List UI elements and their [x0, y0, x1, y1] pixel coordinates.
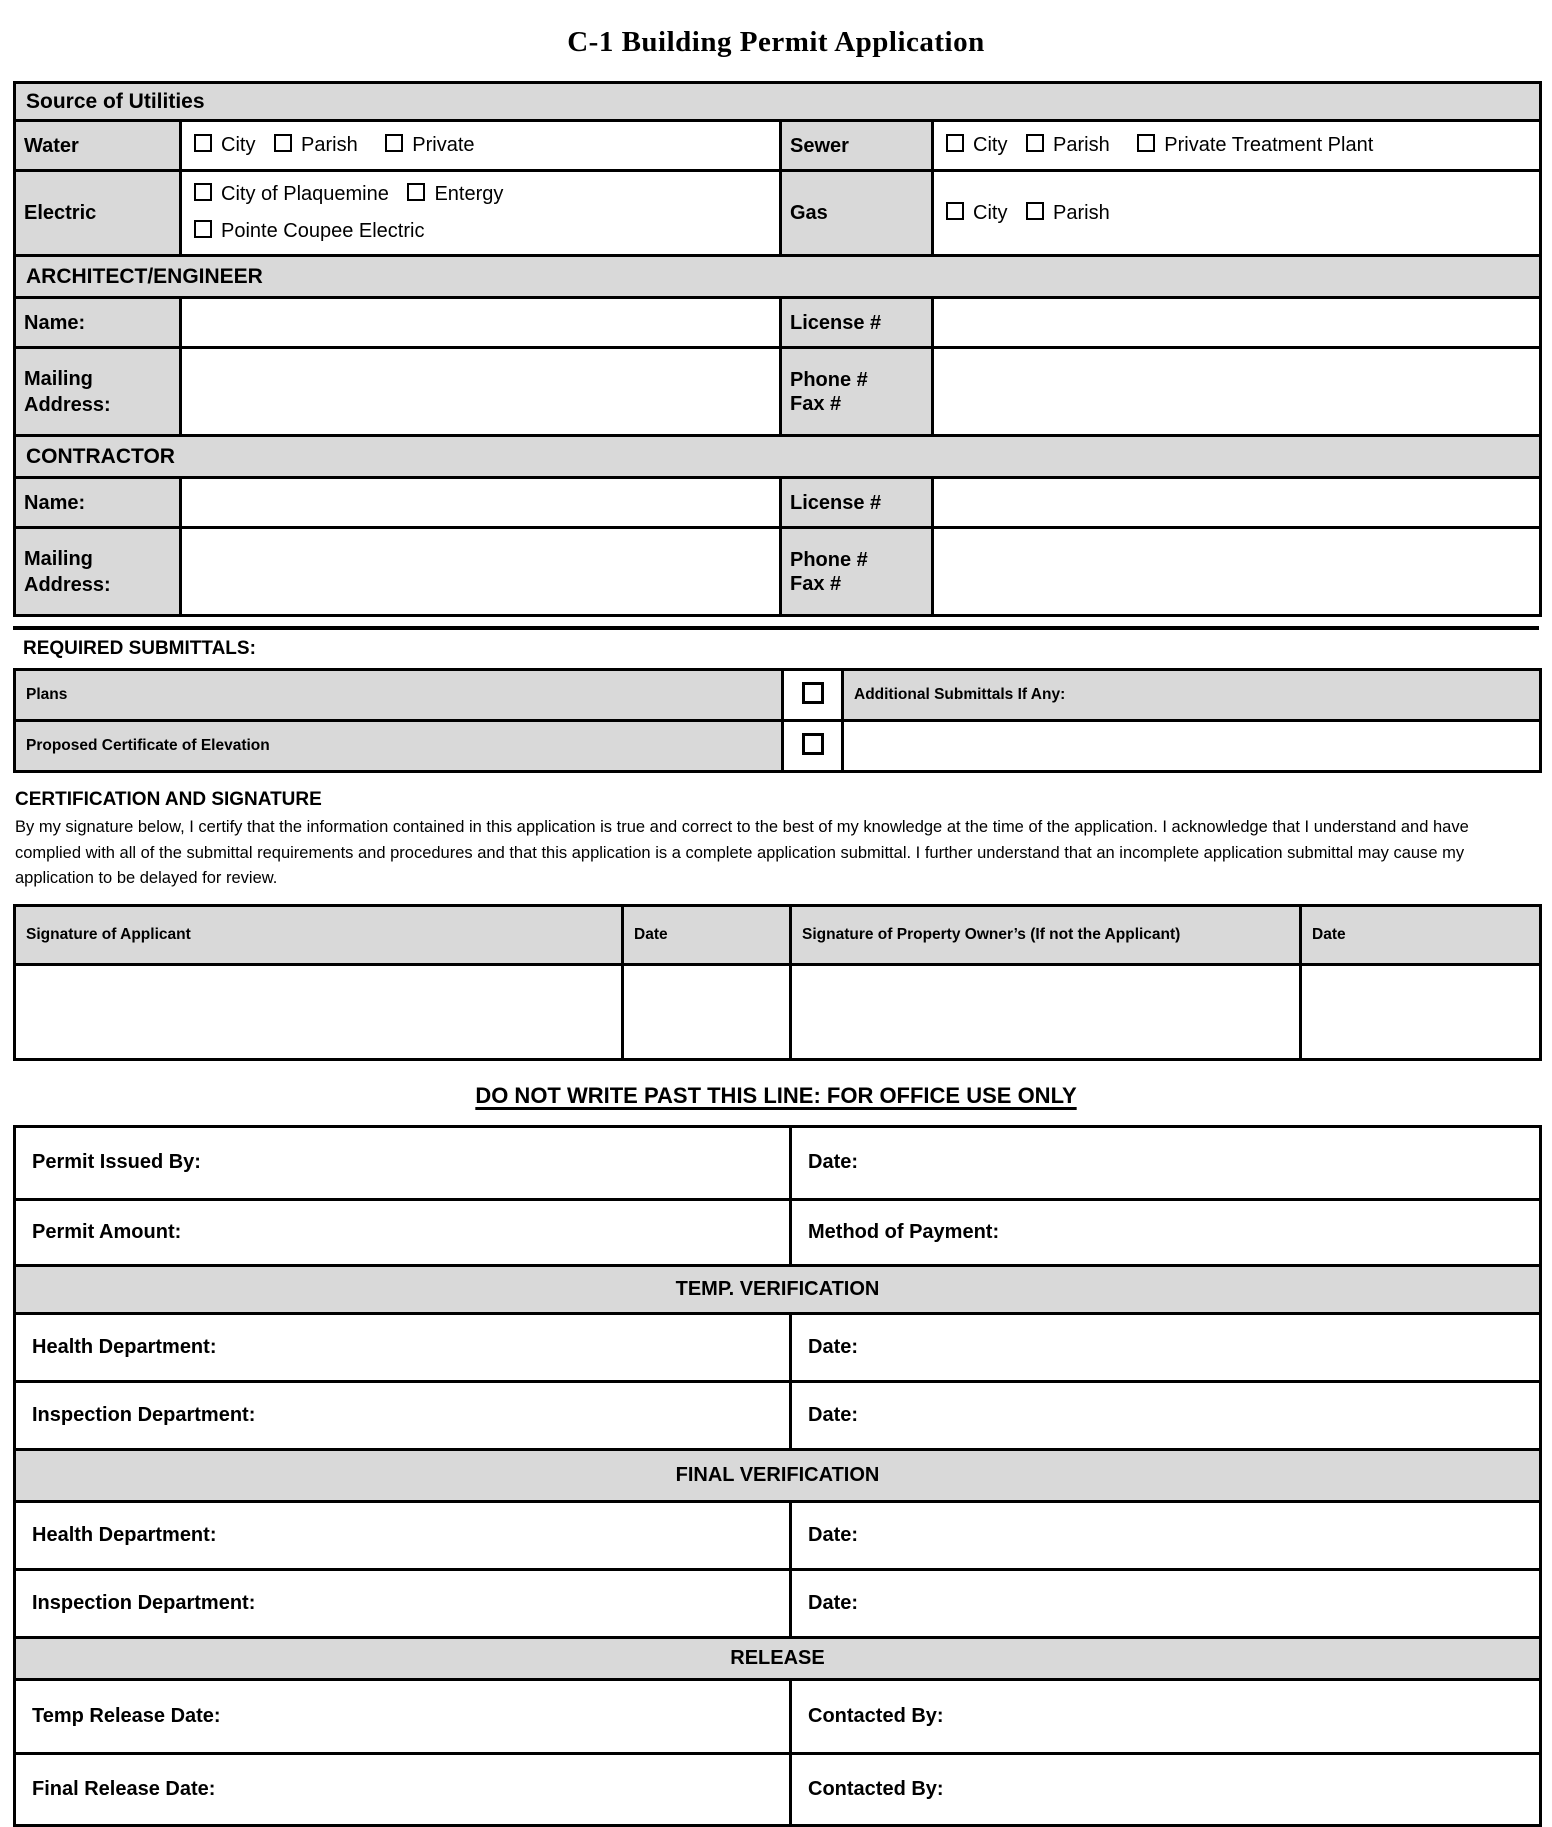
contractor-phone-fax-label: [781, 528, 933, 616]
temp-inspection-department-label: Inspection Department:: [32, 1403, 256, 1426]
release-header: RELEASE: [15, 1637, 1541, 1679]
water-private-option: [385, 134, 474, 156]
electric-plaquemine-option: [194, 183, 389, 205]
sewer-parish-option: [1026, 134, 1110, 156]
applicant-date-header: Date: [623, 905, 791, 964]
gas-parish-label: Parish: [1053, 201, 1110, 224]
final-contacted-by-field[interactable]: [791, 1753, 1541, 1825]
final-inspection-department-field[interactable]: [15, 1569, 791, 1637]
sewer-private-treatment-label: Private Treatment Plant: [1164, 134, 1374, 156]
permit-issued-date-field[interactable]: [791, 1126, 1541, 1199]
temp-release-date-label: Temp Release Date:: [32, 1704, 221, 1727]
final-release-date-label: Final Release Date:: [32, 1777, 216, 1800]
additional-submittals-field[interactable]: [843, 721, 1541, 772]
contractor-license-field[interactable]: [933, 478, 1541, 528]
utilities-and-parties-table: [13, 81, 1542, 617]
contractor-header: CONTRACTOR: [15, 436, 1541, 478]
contractor-phone-fax-field[interactable]: [933, 528, 1541, 616]
permit-amount-label: Permit Amount:: [32, 1220, 182, 1243]
applicant-date-field[interactable]: [623, 964, 791, 1059]
temp-health-date-field[interactable]: [791, 1313, 1541, 1381]
permit-issued-by-field[interactable]: [15, 1126, 791, 1199]
water-label: Water: [15, 121, 181, 171]
sewer-private-treatment-option: [1137, 134, 1373, 156]
electric-plaquemine-label: City of Plaquemine: [221, 183, 389, 205]
final-verification-header: FINAL VERIFICATION: [15, 1449, 1541, 1501]
electric-pointe-coupee-checkbox[interactable]: [194, 220, 212, 238]
required-submittals-heading: REQUIRED SUBMITTALS:: [23, 638, 256, 659]
elevation-checkbox-cell: [783, 721, 843, 772]
electric-plaquemine-checkbox[interactable]: [194, 183, 212, 201]
contractor-mailing-field[interactable]: [181, 528, 781, 616]
permit-issued-date-label: Date:: [808, 1151, 859, 1174]
certification-heading: CERTIFICATION AND SIGNATURE: [15, 789, 322, 810]
final-health-date-field[interactable]: [791, 1501, 1541, 1569]
final-health-date-label: Date:: [808, 1523, 859, 1546]
electric-pointe-coupee-label: Pointe Coupee Electric: [221, 220, 425, 242]
gas-parish-option: [1026, 202, 1110, 224]
water-city-label: City: [221, 134, 256, 156]
architect-mailing-field[interactable]: [181, 348, 781, 436]
final-inspection-date-label: Date:: [808, 1591, 859, 1614]
temp-health-department-field[interactable]: [15, 1313, 791, 1381]
architect-phone-fax-field[interactable]: [933, 348, 1541, 436]
architect-mailing-label: Mailing Address:: [15, 348, 181, 436]
architect-name-label: Name:: [15, 298, 181, 348]
contractor-name-label: Name:: [15, 478, 181, 528]
applicant-signature-field[interactable]: [15, 964, 623, 1059]
sewer-parish-checkbox[interactable]: [1026, 134, 1044, 152]
owner-signature-header: Signature of Property Owner’s (If not the Applicant): [791, 905, 1301, 964]
sewer-label: Sewer: [781, 121, 933, 171]
final-inspection-date-field[interactable]: [791, 1569, 1541, 1637]
architect-name-field[interactable]: [181, 298, 781, 348]
owner-signature-field[interactable]: [791, 964, 1301, 1059]
final-health-department-label: Health Department:: [32, 1523, 217, 1546]
sewer-parish-label: Parish: [1053, 134, 1110, 156]
applicant-signature-header: Signature of Applicant: [15, 905, 623, 964]
certification-text: By my signature below, I certify that the information contained in this application is true and correct to the best of my knowledge at the time of the application. I acknowledge that I understand and have complied with all of the submittal requirements and procedures and that this application is a complete application submittal. I further understand that an incomplete application submittal may cause my application to be delayed for review.: [15, 818, 1469, 888]
plans-checkbox[interactable]: [802, 682, 824, 704]
gas-city-checkbox[interactable]: [946, 202, 964, 220]
sewer-city-checkbox[interactable]: [946, 134, 964, 152]
electric-entergy-checkbox[interactable]: [407, 183, 425, 201]
temp-health-date-label: Date:: [808, 1335, 859, 1358]
electric-entergy-option: [407, 183, 503, 205]
temp-release-date-field[interactable]: [15, 1679, 791, 1753]
temp-inspection-date-field[interactable]: [791, 1381, 1541, 1449]
plans-checkbox-cell: [783, 670, 843, 721]
temp-inspection-department-field[interactable]: [15, 1381, 791, 1449]
architect-phone-label: Phone #: [790, 368, 868, 391]
temp-contacted-by-label: Contacted By:: [808, 1704, 944, 1727]
sewer-options-cell: [933, 121, 1541, 171]
permit-application-page: [13, 26, 1539, 1827]
water-options-cell: [181, 121, 781, 171]
horizontal-rule: [13, 626, 1539, 630]
contractor-fax-label: Fax #: [790, 572, 842, 595]
gas-city-option: [946, 202, 1007, 224]
owner-date-header: Date: [1301, 905, 1541, 964]
contractor-license-label: License #: [781, 478, 933, 528]
contractor-name-field[interactable]: [181, 478, 781, 528]
method-of-payment-field[interactable]: [791, 1199, 1541, 1265]
office-use-divider: DO NOT WRITE PAST THIS LINE: FOR OFFICE USE ONLY: [475, 1082, 1077, 1108]
required-submittals-table: [13, 668, 1542, 773]
water-parish-label: Parish: [301, 134, 358, 156]
contractor-phone-label: Phone #: [790, 548, 868, 571]
architect-license-field[interactable]: [933, 298, 1541, 348]
elevation-checkbox[interactable]: [802, 733, 824, 755]
page-title: C-1 Building Permit Application: [567, 26, 985, 58]
water-city-option: [194, 134, 255, 156]
gas-city-label: City: [973, 201, 1008, 224]
temp-health-department-label: Health Department:: [32, 1335, 217, 1358]
temp-inspection-date-label: Date:: [808, 1403, 859, 1426]
water-city-checkbox[interactable]: [194, 134, 212, 152]
electric-options-cell: [181, 171, 781, 256]
additional-submittals-label: Additional Submittals If Any:: [843, 670, 1541, 721]
architect-phone-fax-label: [781, 348, 933, 436]
owner-date-field[interactable]: [1301, 964, 1541, 1059]
signature-table: [13, 904, 1542, 1061]
sewer-city-label: City: [973, 134, 1008, 156]
permit-issued-by-label: Permit Issued By:: [32, 1151, 201, 1174]
water-private-checkbox[interactable]: [385, 134, 403, 152]
architect-engineer-header: ARCHITECT/ENGINEER: [15, 256, 1541, 298]
method-of-payment-label: Method of Payment:: [808, 1220, 1000, 1243]
final-inspection-department-label: Inspection Department:: [32, 1591, 256, 1614]
temp-verification-header: TEMP. VERIFICATION: [15, 1265, 1541, 1313]
water-parish-checkbox[interactable]: [274, 134, 292, 152]
gas-label: Gas: [781, 171, 933, 256]
permit-amount-field[interactable]: [15, 1199, 791, 1265]
water-private-label: Private: [412, 134, 475, 156]
final-contacted-by-label: Contacted By:: [808, 1777, 944, 1800]
contractor-mailing-label: Mailing Address:: [15, 528, 181, 616]
water-parish-option: [274, 134, 358, 156]
electric-label: Electric: [15, 171, 181, 256]
source-of-utilities-header: Source of Utilities: [15, 83, 1541, 121]
gas-parish-checkbox[interactable]: [1026, 202, 1044, 220]
temp-contacted-by-field[interactable]: [791, 1679, 1541, 1753]
electric-entergy-label: Entergy: [434, 183, 504, 205]
architect-fax-label: Fax #: [790, 392, 842, 415]
sewer-city-option: [946, 134, 1007, 156]
final-health-department-field[interactable]: [15, 1501, 791, 1569]
architect-license-label: License #: [781, 298, 933, 348]
elevation-certificate-label: Proposed Certificate of Elevation: [15, 721, 783, 772]
gas-options-cell: [933, 171, 1541, 256]
office-use-table: [13, 1125, 1542, 1827]
sewer-private-treatment-checkbox[interactable]: [1137, 134, 1155, 152]
electric-pointe-coupee-option: [194, 220, 424, 242]
plans-label: Plans: [15, 670, 783, 721]
final-release-date-field[interactable]: [15, 1753, 791, 1825]
